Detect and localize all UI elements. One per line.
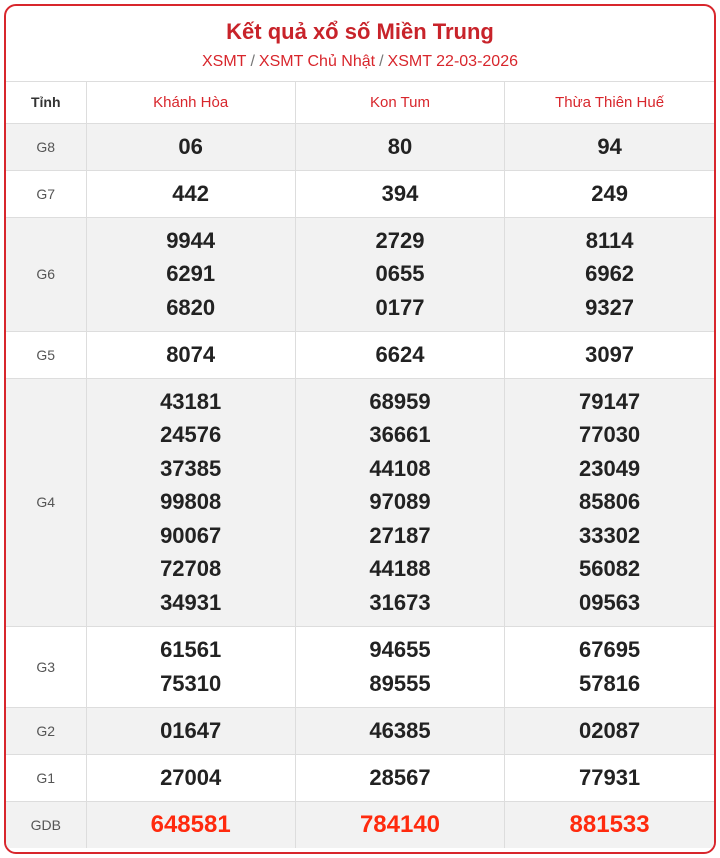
prize-cell (86, 754, 295, 801)
prize-label: G7 (6, 170, 86, 217)
prize-number: 27187 (369, 522, 431, 548)
prize-number: 90067 (160, 522, 222, 548)
prize-number: 34931 (160, 589, 222, 615)
results-body (6, 123, 714, 848)
prize-number: 57816 (578, 670, 641, 696)
prize-number: 77030 (578, 422, 641, 448)
prize-row (6, 626, 714, 707)
prize-cell (295, 217, 504, 331)
province-header[interactable]: Khánh Hòa (86, 82, 295, 123)
prize-number: 9944 (166, 227, 216, 253)
prize-number: 99808 (160, 489, 222, 515)
prize-number: 31673 (369, 589, 431, 615)
prize-label: G5 (6, 331, 86, 378)
prize-number: 3097 (585, 341, 635, 367)
prize-label: G1 (6, 754, 86, 801)
prize-number: 28567 (369, 764, 431, 790)
prize-cell (505, 123, 714, 170)
breadcrumb-link-xsmt-sunday[interactable]: XSMT Chủ Nhật (258, 53, 376, 70)
prize-number: 02087 (578, 717, 641, 743)
prize-cell (505, 801, 714, 848)
prize-row (6, 801, 714, 848)
prize-number: 6291 (166, 261, 216, 287)
prize-number: 89555 (369, 670, 431, 696)
province-column-label: Tỉnh (6, 82, 86, 123)
prize-number: 44108 (369, 455, 431, 481)
prize-cell (505, 170, 714, 217)
page-title: Kết quả xổ số Miền Trung (226, 19, 494, 44)
prize-cell (505, 626, 714, 707)
prize-cell (86, 378, 295, 626)
prize-number: 9327 (585, 294, 635, 320)
prize-cell (86, 331, 295, 378)
prize-number: 0177 (375, 294, 425, 320)
prize-cell (295, 170, 504, 217)
prize-cell (505, 217, 714, 331)
prize-cell (505, 331, 714, 378)
prize-label: G8 (6, 123, 86, 170)
prize-number: 01647 (160, 717, 222, 743)
prize-cell (86, 801, 295, 848)
province-header[interactable]: Thừa Thiên Huế (505, 82, 714, 123)
prize-row (6, 331, 714, 378)
prize-number: 394 (381, 180, 419, 206)
prize-number: 67695 (578, 637, 641, 663)
province-header[interactable]: Kon Tum (295, 82, 504, 123)
prize-number: 2729 (375, 227, 425, 253)
prize-number: 37385 (160, 455, 222, 481)
prize-number: 6624 (375, 341, 425, 367)
prize-label: G3 (6, 626, 86, 707)
prize-cell (295, 754, 504, 801)
prize-number: 6820 (166, 294, 216, 320)
results-card (4, 4, 716, 854)
special-prize-number: 648581 (150, 811, 231, 839)
prize-row (6, 378, 714, 626)
prize-number: 77931 (578, 764, 641, 790)
prize-number: 85806 (578, 489, 641, 515)
prize-number: 46385 (369, 717, 431, 743)
prize-number: 442 (172, 180, 210, 206)
prize-number: 44188 (369, 556, 431, 582)
breadcrumb-separator: / (250, 53, 255, 70)
prize-cell (86, 123, 295, 170)
prize-cell (295, 707, 504, 754)
breadcrumb-link-xsmt-date[interactable]: XSMT 22-03-2026 (387, 53, 518, 70)
prize-number: 80 (387, 133, 413, 159)
prize-cell (86, 707, 295, 754)
prize-number: 33302 (578, 522, 641, 548)
prize-number: 75310 (160, 670, 222, 696)
prize-number: 8114 (585, 227, 634, 253)
prize-cell (86, 217, 295, 331)
prize-number: 72708 (160, 556, 222, 582)
prize-number: 27004 (160, 764, 222, 790)
prize-cell (295, 331, 504, 378)
table-header-row (6, 82, 714, 123)
breadcrumb (6, 52, 714, 72)
prize-cell (295, 378, 504, 626)
prize-number: 06 (178, 133, 203, 159)
prize-label: G6 (6, 217, 86, 331)
prize-number: 23049 (578, 455, 641, 481)
prize-cell (505, 378, 714, 626)
prize-number: 36661 (369, 422, 431, 448)
results-header (6, 6, 714, 82)
prize-cell (295, 123, 504, 170)
prize-row (6, 170, 714, 217)
prize-cell (295, 626, 504, 707)
prize-row (6, 217, 714, 331)
prize-row (6, 754, 714, 801)
breadcrumb-link-xsmt[interactable]: XSMT (201, 53, 247, 70)
prize-label: GDB (6, 801, 86, 848)
prize-row (6, 123, 714, 170)
prize-number: 6962 (585, 261, 635, 287)
prize-cell (86, 626, 295, 707)
prize-number: 8074 (166, 341, 216, 367)
prize-number: 0655 (375, 261, 425, 287)
prize-number: 24576 (160, 422, 222, 448)
prize-number: 94655 (369, 637, 431, 663)
special-prize-number: 784140 (359, 811, 441, 839)
prize-number: 56082 (578, 556, 641, 582)
prize-row (6, 707, 714, 754)
prize-number: 61561 (160, 637, 222, 663)
prize-number: 43181 (160, 389, 222, 415)
prize-number: 97089 (369, 489, 431, 515)
prize-cell (505, 707, 714, 754)
prize-label: G4 (6, 378, 86, 626)
prize-number: 94 (597, 133, 622, 159)
breadcrumb-separator: / (379, 53, 384, 70)
prize-number: 249 (591, 180, 628, 206)
prize-cell (86, 170, 295, 217)
prize-cell (295, 801, 504, 848)
prize-cell (505, 754, 714, 801)
special-prize-number: 881533 (569, 811, 650, 839)
prize-number: 09563 (578, 589, 641, 615)
prize-number: 79147 (578, 389, 641, 415)
prize-label: G2 (6, 707, 86, 754)
results-table (6, 82, 714, 848)
prize-number: 68959 (369, 389, 431, 415)
